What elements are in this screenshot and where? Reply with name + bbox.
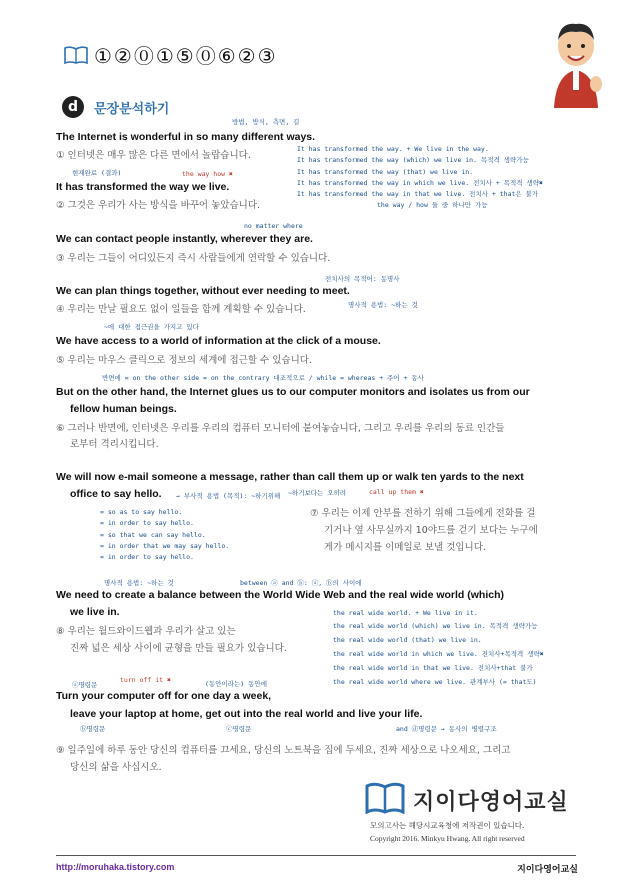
s4-english: We can plan things together, without ever needing to meet.: [56, 285, 350, 297]
section-badge: d: [62, 96, 84, 118]
s7-list: [100, 507, 229, 563]
s9-english-line2: leave your laptop at home, get out into the real world and live your life.: [70, 708, 423, 720]
s9-note-and: and ⓓ명령문 → 동사의 병렬구조: [396, 725, 497, 733]
s7-list-item: = in order to say hello.: [100, 519, 194, 528]
s7-list-item: = in order to say hello.: [100, 553, 194, 562]
s7-korean-line3: 게가 메시지를 이메일로 보낼 것입니다.: [324, 542, 486, 553]
s4-korean: ④ 우리는 만날 필요도 없이 일들을 함께 계획할 수 있습니다.: [56, 304, 306, 315]
s9-english-line1: Turn your computer off for one day a week,: [56, 690, 272, 702]
page-title: ①②⓪①⑤⓪⑥②③: [94, 44, 278, 68]
s4-note-nominal: 명사적 용법: ~하는 것: [348, 301, 418, 309]
s3-korean: ③ 우리는 그들이 어디있든지 즉시 사람들에게 연락할 수 있습니다.: [56, 253, 331, 264]
s5-korean: ⑤ 우리는 마우스 클릭으로 정보의 세계에 접근할 수 있습니다.: [56, 355, 312, 366]
s8-korean-line1: ⑧ 우리는 월드와이드웹과 우리가 살고 있는: [56, 626, 236, 637]
copyright-notice: 모의고사는 해당시교육청에 저작권이 있습니다.: [370, 821, 525, 830]
s8-korean-line2: 진짜 넓은 세상 사이에 균형을 만들 필요가 있습니다.: [70, 643, 287, 654]
s7-list-item: = so as to say hello.: [100, 508, 183, 516]
s8-note-between: between ⓐ and ⓑ: ⓐ, ⓑ의 사이에: [240, 579, 362, 587]
s9-note-imp2: ⓑ명령문: [80, 725, 106, 733]
logo-text: 지이다영어교실: [413, 789, 569, 815]
s1-note: 방법, 방식, 측면, 길: [232, 118, 300, 126]
section-heading: [62, 96, 169, 118]
s8-note-nominal: 명사적 용법: ~하는 것: [104, 579, 174, 587]
s2-note-perfect: 현재완료 (결과): [72, 169, 122, 177]
s7-english-line2: office to say hello.: [70, 488, 162, 500]
brand-logo: [365, 782, 569, 818]
s2-korean: ② 그것은 우리가 사는 방식을 바꾸어 놓았습니다.: [56, 200, 261, 211]
s6-korean-line2: 로부터 격리시킵니다.: [70, 439, 159, 450]
s8-list-item: the real wide world (that) we live in.: [333, 636, 482, 645]
s7-korean-line2: 기거나 옆 사무실까지 10야드를 걷기 보다는 누구에: [324, 525, 538, 536]
s7-list-item: = in order that we may say hello.: [100, 541, 230, 550]
footer-divider: [56, 855, 576, 856]
s2-english: It has transformed the way we live.: [56, 181, 230, 193]
s9-note-imp1: ⓐ명령문: [72, 681, 98, 689]
s9-note-turn: turn off it ✖: [120, 676, 171, 684]
s6-english-line1: But on the other hand, the Internet glues us to our computer monitors and isolates us from our: [56, 386, 530, 398]
s9-note-imp3: ⓒ명령문: [226, 725, 252, 733]
s2-way-list-item: It has transformed the way (which) we live in. 목적격 생략가능: [297, 156, 529, 165]
section-title: 문장분석하기: [94, 101, 170, 117]
s2-way-list-item: It has transformed the way in which we live. 전치사 + 목적격 생략✖: [297, 178, 543, 187]
s5-note: ~에 대한 접근권을 가지고 있다: [104, 323, 199, 331]
s6-korean-line1: ⑥ 그러나 반면에, 인터넷은 우리를 우리의 컴퓨터 모니터에 붙여놓습니다, 그리고 우리를 우리의 동료 인간들: [56, 423, 505, 434]
page-header: [64, 40, 278, 69]
s4-note-gerund: 전치사의 목적어: 동명사: [325, 275, 400, 283]
s7-note-callup: call up them ✖: [369, 488, 424, 496]
s3-english: We can contact people instantly, wherever they are.: [56, 233, 313, 245]
s8-list: [333, 608, 544, 689]
s2-way-list-item: It has transformed the way in that we live. 전치사 + that은 불가: [297, 190, 539, 199]
s8-list-item: the real wide world in that we live. 전치사+that 불가: [333, 664, 533, 673]
s2-way-list-item: It has transformed the way. + We live in the way.: [297, 145, 489, 153]
s7-korean-line1: ⑦ 우리는 이제 안부를 전하기 위해 그들에게 전화를 걸: [310, 508, 536, 519]
book-logo-icon: [365, 782, 405, 818]
s6-english-line2: fellow human beings.: [70, 403, 177, 415]
footer-brand: 지이다영어교실: [517, 865, 578, 875]
s9-korean-line2: 당신의 삶을 사십시오.: [70, 762, 162, 773]
s9-note-dur: (동안이라는) 동안에: [205, 680, 267, 688]
s9-korean-line1: ⑨ 일주일에 하루 동안 당신의 컴퓨터를 끄세요, 당신의 노트북을 집에 두세요, 진짜 세상으로 나오세요, 그리고: [56, 745, 511, 756]
s2-way-list-item: It has transformed the way (that) we live in.: [297, 167, 474, 176]
s2-note-wayhow: the way how ✖: [182, 170, 233, 178]
s8-list-item: the real wide world where we live. 관계부사 (= that도): [333, 678, 537, 687]
s2-way-list-item: the way / how 둘 중 하나만 가능: [377, 201, 488, 210]
s7-list-item: = so that we can say hello.: [100, 530, 206, 539]
s2-way-list: [297, 144, 543, 212]
s1-english: The Internet is wonderful in so many different ways.: [56, 131, 316, 143]
s8-list-item: the real wide world. + We live in it.: [333, 609, 478, 617]
s7-english-line1: We will now e-mail someone a message, rather than call them up or walk ten yards to the next: [56, 471, 524, 483]
s8-english-line2: we live in.: [70, 606, 120, 618]
s8-list-item: the real wide world (which) we live in. 목적격 생략가능: [333, 622, 538, 631]
s8-english-line1: We need to create a balance between the World Wide Web and the real wide world (which): [56, 589, 504, 601]
s7-note-rather: ~하기보다는 오히려: [288, 489, 347, 497]
s8-list-item: the real wide world in which we live. 전치사+목적격 생략✖: [333, 650, 544, 659]
s5-english: We have access to a world of information at the click of a mouse.: [56, 335, 381, 347]
book-icon: [64, 46, 88, 64]
s7-note-purpose: → 부사적 용법 (목적): ~하기위해: [176, 492, 281, 500]
s6-note: 반면에 = on the other side = on the contrary 대조적으로 / while = whereas + 주어 + 동사: [102, 374, 424, 382]
copyright-line: Copyright 2016. Minkyu Hwang. All right reserved: [370, 834, 525, 843]
footer-url-link[interactable]: http://moruhaka.tistory.com: [56, 862, 175, 872]
avatar: [544, 18, 608, 108]
s3-note: no matter where: [244, 222, 303, 230]
s1-korean: ① 인터넷은 매우 많은 다른 면에서 놀랍습니다.: [56, 150, 251, 161]
